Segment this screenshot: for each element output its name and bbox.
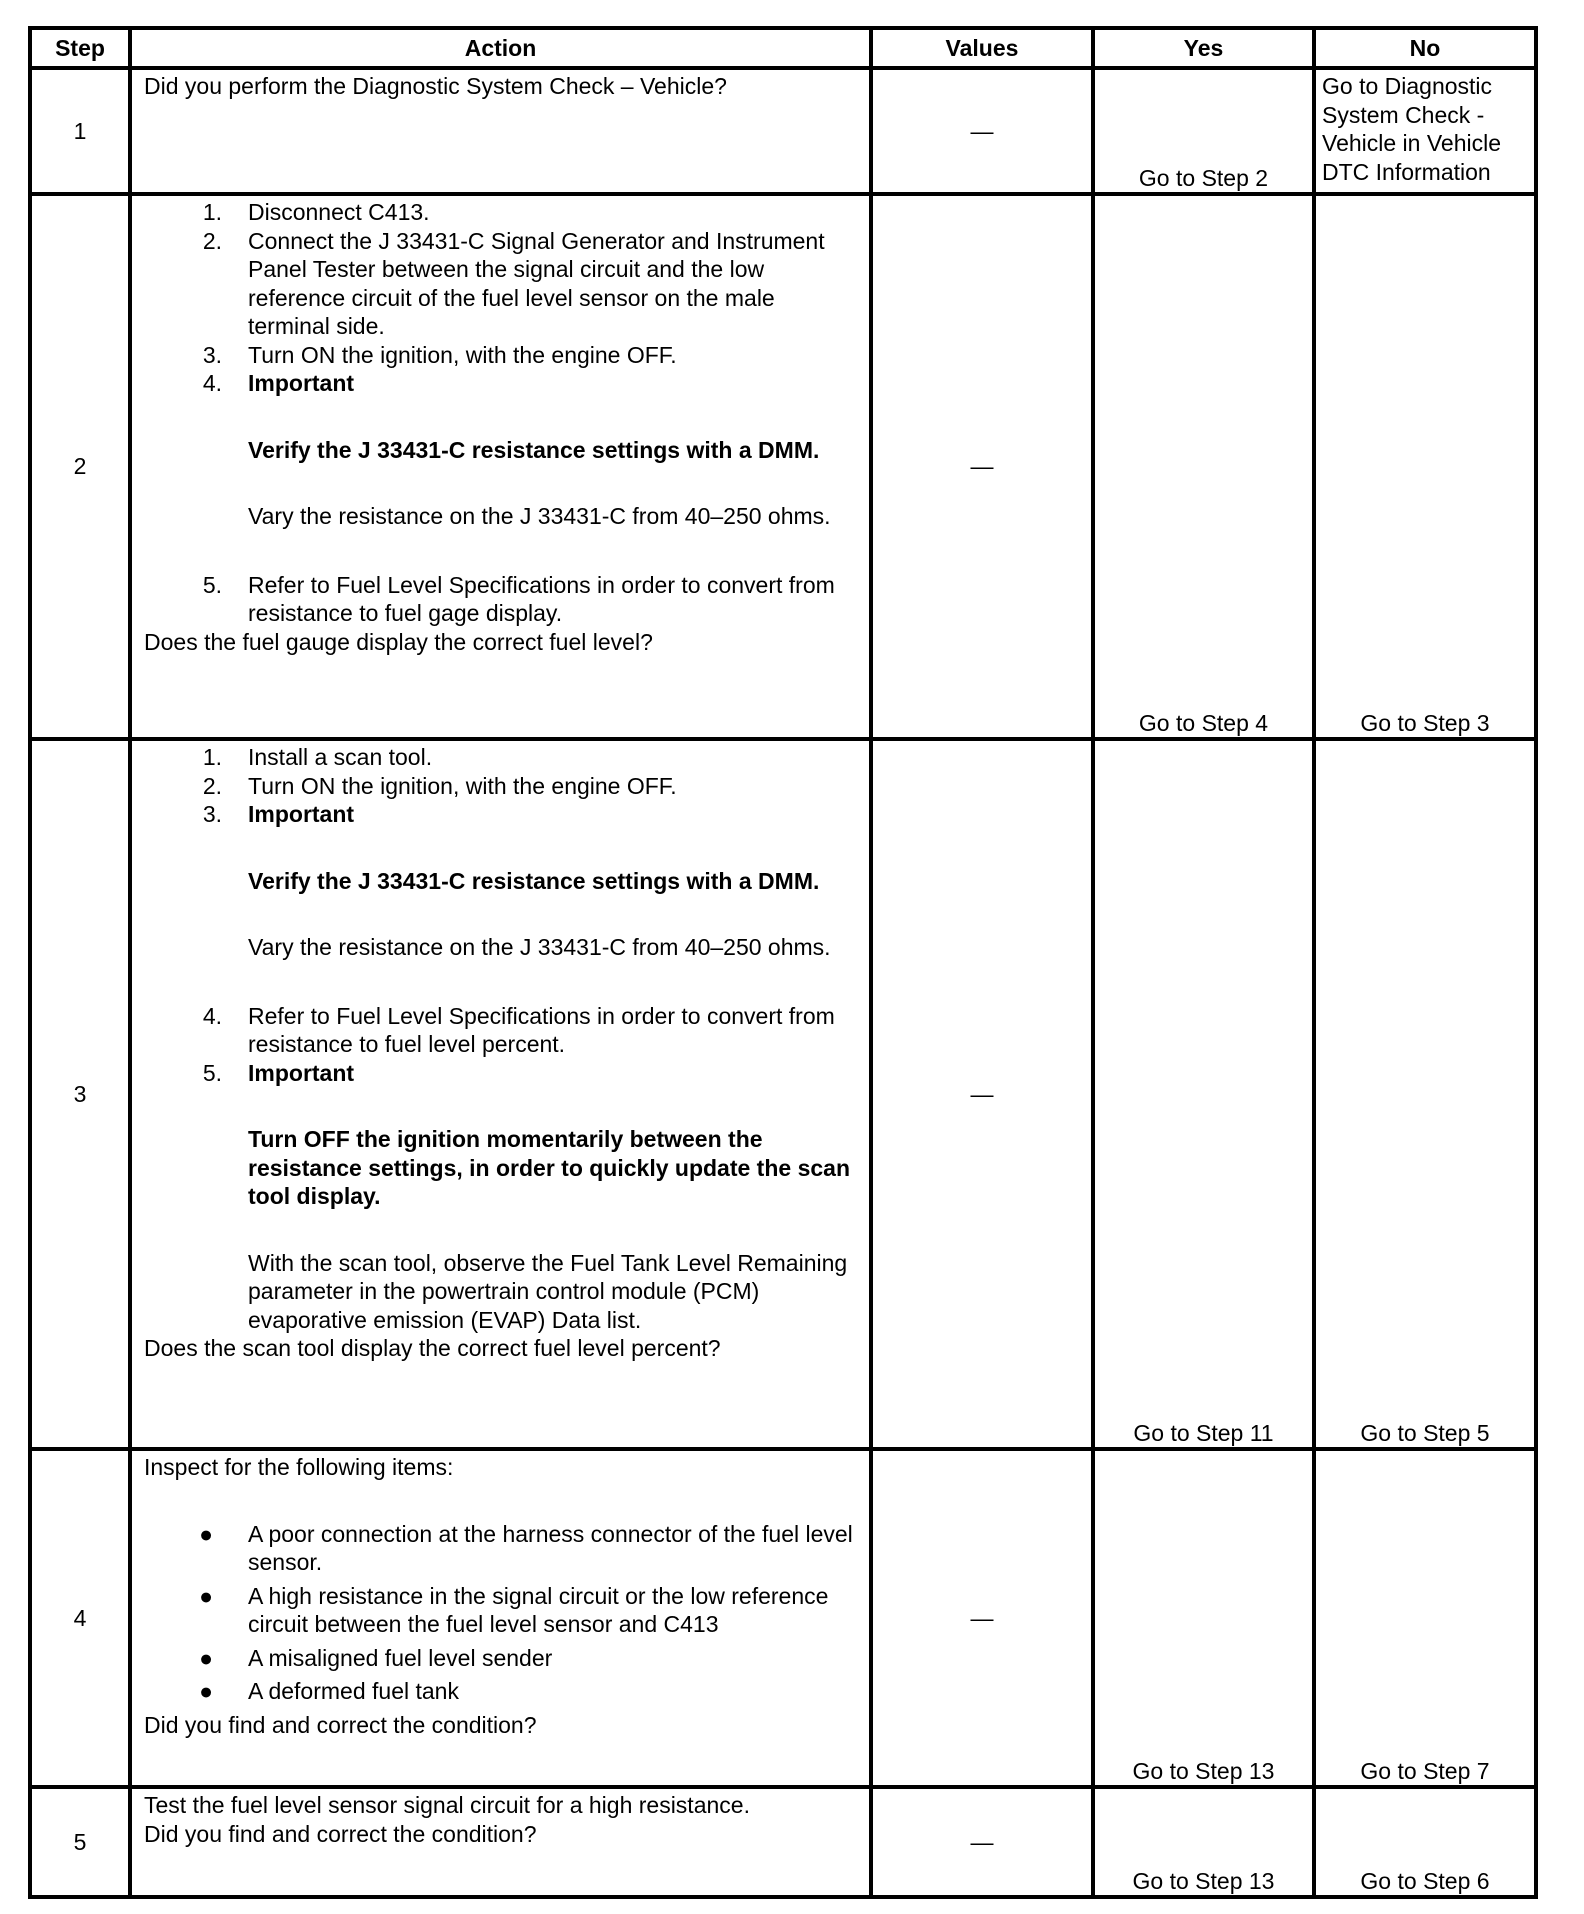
values-cell: — [871, 1449, 1093, 1787]
action-step: 3. Turn ON the ignition, with the engine OFF. [202, 341, 677, 368]
important-note: Verify the J 33431-C resistance settings with a DMM. [248, 867, 820, 894]
no-cell: Go to Diagnostic System Check - Vehicle in Vehicle DTC Information [1314, 68, 1536, 194]
action-step: 4. Refer to Fuel Level Specifications in order to convert from resistance to fuel level percent. [202, 1002, 835, 1057]
header-values: Values [871, 28, 1093, 68]
step-detail: Vary the resistance on the J 33431-C from 40–250 ohms. [248, 934, 831, 960]
list-item: ● A poor connection at the harness connector of the fuel level sensor. [199, 1520, 853, 1575]
step-number: 3 [30, 739, 130, 1449]
step-number: 5 [30, 1787, 130, 1897]
question-text: Did you perform the Diagnostic System Check – Vehicle? [144, 73, 727, 99]
intro-text: Inspect for the following items: [144, 1454, 454, 1480]
no-cell: Go to Step 5 [1314, 739, 1536, 1449]
action-step: 5. Important [144, 1059, 857, 1088]
action-step: 3. Important [144, 800, 857, 829]
no-cell: Go to Step 3 [1314, 194, 1536, 739]
header-row [30, 28, 1536, 68]
header-action: Action [130, 28, 871, 68]
action-steps [144, 198, 857, 398]
question-text: Did you find and correct the condition? [144, 1820, 537, 1847]
values-cell: — [871, 1787, 1093, 1897]
no-cell: Go to Step 6 [1314, 1787, 1536, 1897]
values-cell: — [871, 194, 1093, 739]
action-step: 1. Install a scan tool. [202, 744, 433, 770]
action-cell [130, 739, 871, 1449]
table-row [30, 1787, 1536, 1897]
action-step: 2. Connect the J 33431-C Signal Generator and Instrument Panel Tester between the signal circuit and the low reference circuit of the fuel level sensor on the male terminal side. [202, 227, 825, 339]
important-label: Important [248, 1059, 355, 1086]
list-item: ● A high resistance in the signal circuit or the low reference circuit between the fuel level sensor and C413 [199, 1582, 829, 1637]
values-cell: — [871, 739, 1093, 1449]
important-note: Turn OFF the ignition momentarily between the resistance settings, in order to quickly update the scan tool display. [248, 1126, 850, 1209]
table-row [30, 68, 1536, 194]
action-step: 2. Turn ON the ignition, with the engine OFF. [202, 772, 677, 799]
no-cell: Go to Step 7 [1314, 1449, 1536, 1787]
table-row [30, 739, 1536, 1449]
list-item: ● A misaligned fuel level sender [199, 1644, 553, 1671]
step-detail: Vary the resistance on the J 33431-C from 40–250 ohms. [248, 503, 831, 529]
list-item: ● A deformed fuel tank [199, 1678, 459, 1704]
important-note: Verify the J 33431-C resistance settings with a DMM. [248, 436, 820, 463]
yes-cell: Go to Step 11 [1093, 739, 1314, 1449]
action-cell [130, 1449, 871, 1787]
question-text: Did you find and correct the condition? [144, 1711, 537, 1738]
header-no: No [1314, 28, 1536, 68]
question-text: Does the fuel gauge display the correct fuel level? [144, 628, 653, 655]
yes-cell: Go to Step 13 [1093, 1449, 1314, 1787]
table-row [30, 1449, 1536, 1787]
table-row [30, 194, 1536, 739]
important-label: Important [248, 801, 355, 827]
diagnostic-table [28, 26, 1538, 1899]
header-yes: Yes [1093, 28, 1314, 68]
step-number: 1 [30, 68, 130, 194]
inspection-list [144, 1520, 857, 1711]
values-cell: — [871, 68, 1093, 194]
header-step: Step [30, 28, 130, 68]
important-label: Important [248, 370, 355, 396]
intro-text: Test the fuel level sensor signal circuit for a high resistance. [144, 1792, 750, 1818]
question-text: Does the scan tool display the correct fuel level percent? [144, 1335, 721, 1361]
step-detail: With the scan tool, observe the Fuel Tank Level Remaining parameter in the powertrain control module (PCM) evaporative emission (EVAP) Data list. [248, 1249, 848, 1333]
yes-cell: Go to Step 2 [1093, 68, 1314, 194]
action-cell [130, 68, 871, 194]
step-number: 4 [30, 1449, 130, 1787]
action-step: 5. Refer to Fuel Level Specifications in order to convert from resistance to fuel gage display. [202, 571, 835, 626]
action-cell [130, 1787, 871, 1897]
action-step: 4. Important [144, 369, 857, 398]
yes-cell: Go to Step 4 [1093, 194, 1314, 739]
action-cell [130, 194, 871, 739]
action-step: 1. Disconnect C413. [202, 199, 430, 225]
step-number: 2 [30, 194, 130, 739]
yes-cell: Go to Step 13 [1093, 1787, 1314, 1897]
